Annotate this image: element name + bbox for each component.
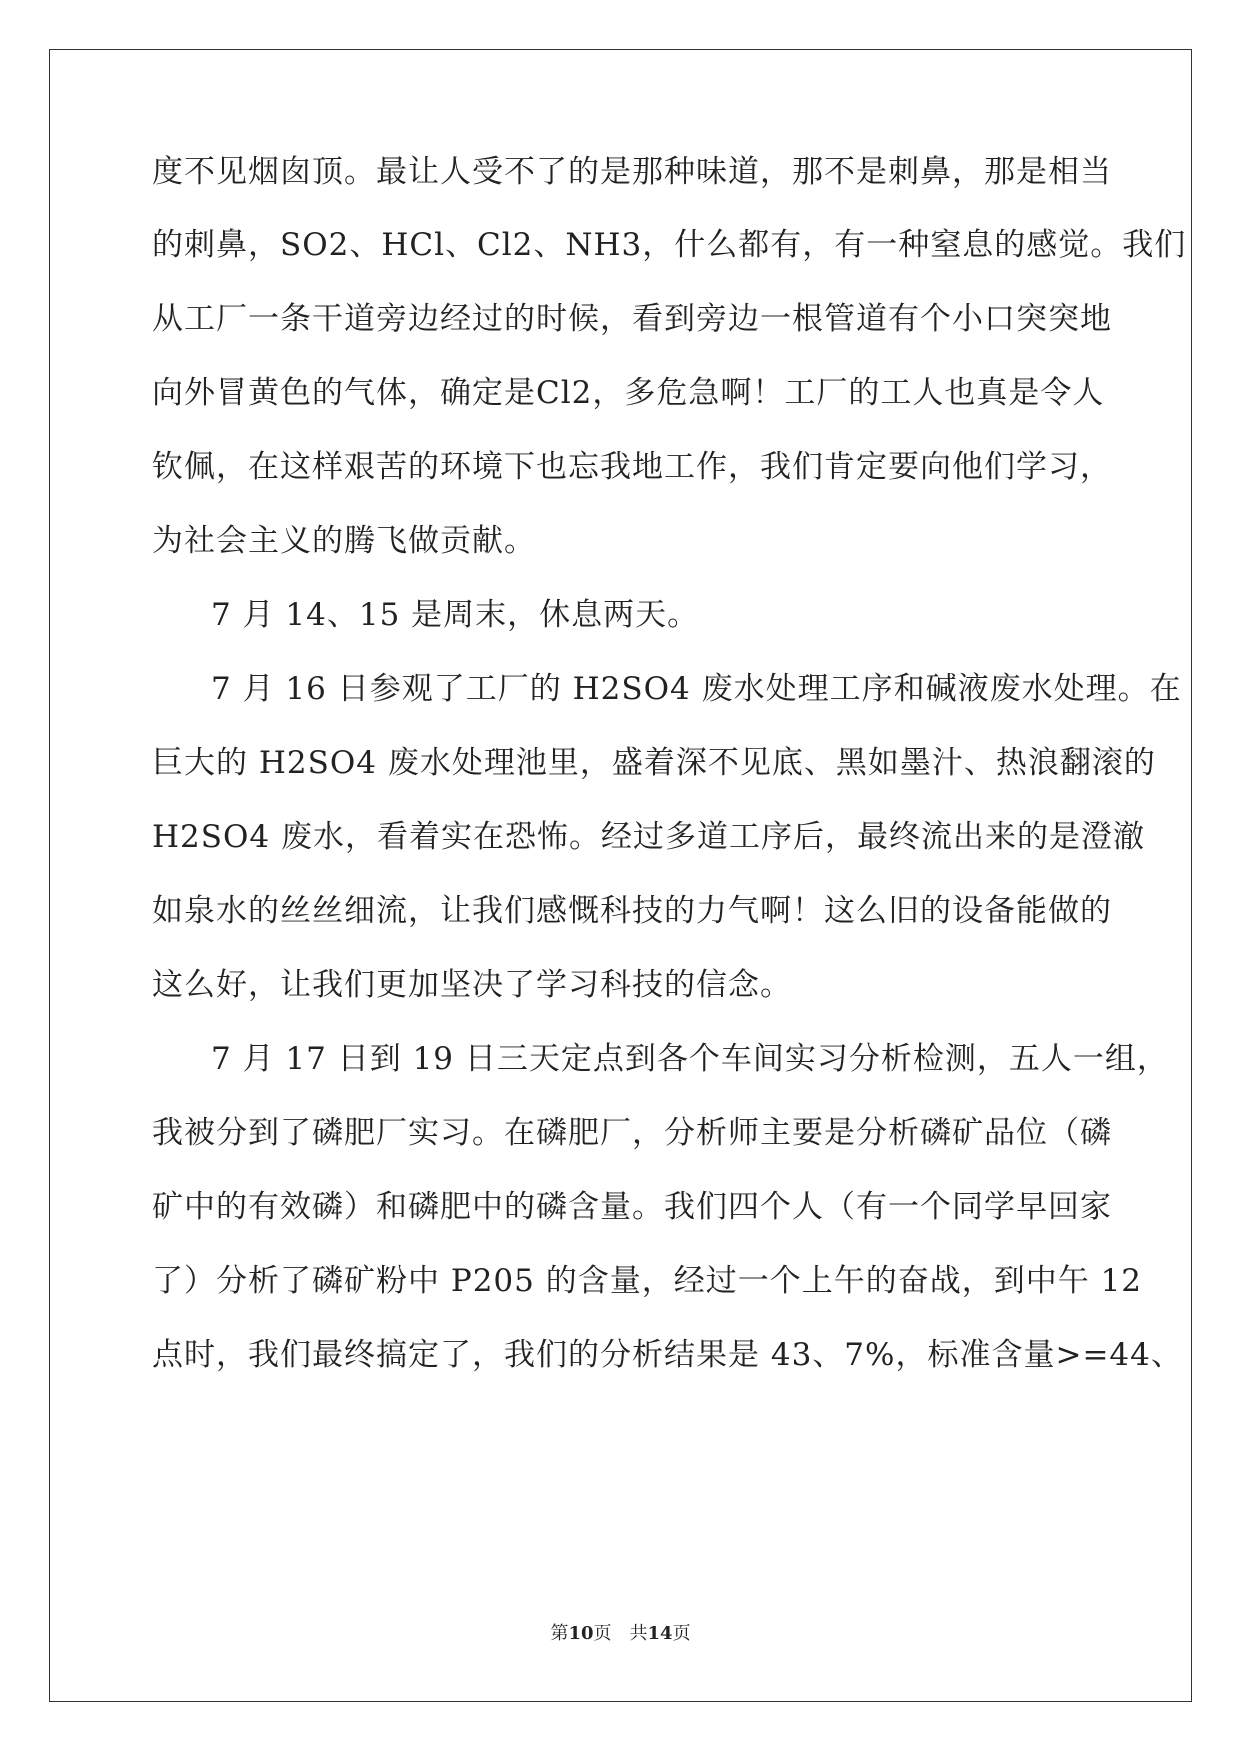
text-line: 度不见烟囱顶。最让人受不了的是那种味道，那不是刺鼻，那是相当 bbox=[152, 154, 1112, 190]
text-line: 如泉水的丝丝细流，让我们感慨科技的力气啊！这么旧的设备能做的 bbox=[152, 893, 1112, 929]
footer-suffix: 页 bbox=[672, 1623, 691, 1644]
text-line: 我被分到了磷肥厂实习。在磷肥厂，分析师主要是分析磷矿品位（磷 bbox=[152, 1115, 1112, 1151]
text-line: H2SO4 废水，看着实在恐怖。经过多道工序后，最终流出来的是澄澈 bbox=[152, 819, 1145, 855]
text-line: 矿中的有效磷）和磷肥中的磷含量。我们四个人（有一个同学早回家 bbox=[152, 1189, 1112, 1225]
text-line: 为社会主义的腾飞做贡献。 bbox=[152, 523, 536, 559]
paragraph-first-line: 7 月 14、15 是周末，休息两天。 bbox=[211, 597, 700, 633]
footer-prefix: 第 bbox=[550, 1623, 569, 1644]
page-border bbox=[49, 49, 1192, 1702]
text-line: 从工厂一条干道旁边经过的时候，看到旁边一根管道有个小口突突地 bbox=[152, 301, 1112, 337]
text-line: 这么好，让我们更加坚决了学习科技的信念。 bbox=[152, 967, 792, 1003]
text-line: 向外冒黄色的气体，确定是Cl2，多危急啊！工厂的工人也真是令人 bbox=[152, 375, 1105, 411]
text-line: 钦佩，在这样艰苦的环境下也忘我地工作，我们肯定要向他们学习， bbox=[152, 449, 1112, 485]
total-page-count: 14 bbox=[647, 1623, 673, 1644]
paragraph-first-line: 7 月 16 日参观了工厂的 H2SO4 废水处理工序和碱液废水处理。在 bbox=[211, 671, 1182, 707]
text-line: 点时，我们最终搞定了，我们的分析结果是 43、7%，标准含量>=44、 bbox=[152, 1337, 1183, 1373]
text-line: 巨大的 H2SO4 废水处理池里，盛着深不见底、黑如墨汁、热浪翻滚的 bbox=[152, 745, 1156, 781]
text-line: 的刺鼻，SO2、HCl、Cl2、NH3，什么都有，有一种窒息的感觉。我们 bbox=[152, 227, 1187, 263]
paragraph-first-line: 7 月 17 日到 19 日三天定点到各个车间实习分析检测，五人一组， bbox=[211, 1041, 1169, 1077]
page-footer bbox=[0, 1623, 1241, 1645]
current-page-number: 10 bbox=[568, 1623, 594, 1644]
footer-mid: 页 共 bbox=[593, 1623, 648, 1644]
text-line: 了）分析了磷矿粉中 P205 的含量，经过一个上午的奋战，到中午 12 bbox=[152, 1263, 1143, 1299]
